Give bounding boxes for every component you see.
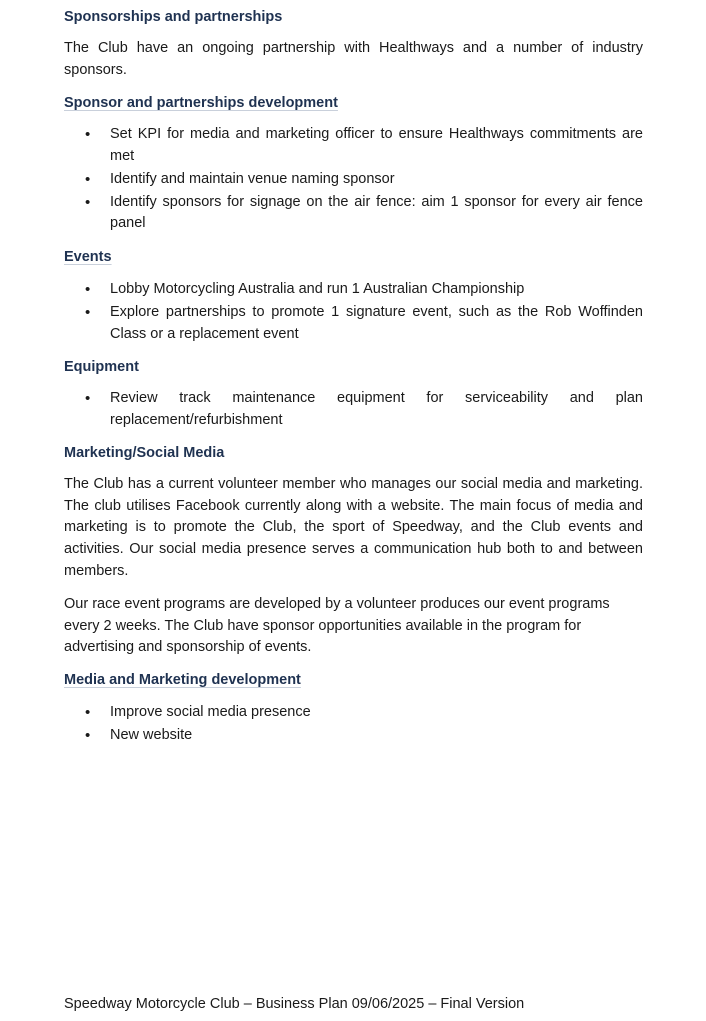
list-item: • Explore partnerships to promote 1 signature event, such as the Rob Woffinden Class or a replacement event [64,302,643,345]
list-item: • Review track maintenance equipment for serviceability and plan replacement/refurbishment [64,388,643,431]
page-footer: Speedway Motorcycle Club – Business Plan 09/06/2025 – Final Version [64,996,525,1012]
list-equipment [64,388,643,433]
paragraph-sponsorships: The Club have an ongoing partnership with Healthways and a number of industry sponsors. [64,40,643,78]
list-item: • New website [64,725,643,747]
heading-sponsor-development: Sponsor and partnerships development [64,95,338,111]
list-events [64,279,643,347]
heading-equipment: Equipment [64,359,139,375]
list-item: • Lobby Motorcycling Australia and run 1 Australian Championship [64,279,643,301]
paragraph-marketing-1: The Club has a current volunteer member who manages our social media and marketing. The club utilises Facebook currently along with a website. The main focus of media and marketing is to promote the Club, the sport of Speedway, and the Club events and activities. Our social media presence serves a communication hub both to and between members. [64,476,643,579]
paragraph-marketing-2: Our race event programs are developed by a volunteer produces our event programs every 2 weeks. The Club have sponsor opportunities available in the program for advertising and sponsorship of events. [64,596,610,656]
list-sponsor-development [64,124,643,236]
list-media-development [64,702,643,748]
heading-marketing: Marketing/Social Media [64,445,225,461]
heading-media-development: Media and Marketing development [64,672,301,688]
list-item: • Identify sponsors for signage on the air fence: aim 1 sponsor for every air fence panel [64,192,643,235]
heading-sponsorships: Sponsorships and partnerships [64,9,283,25]
heading-events: Events [64,249,112,265]
list-item: • Identify and maintain venue naming sponsor [64,169,643,191]
list-item: • Set KPI for media and marketing officer to ensure Healthways commitments are met [64,124,643,167]
list-item: • Improve social media presence [64,702,643,724]
